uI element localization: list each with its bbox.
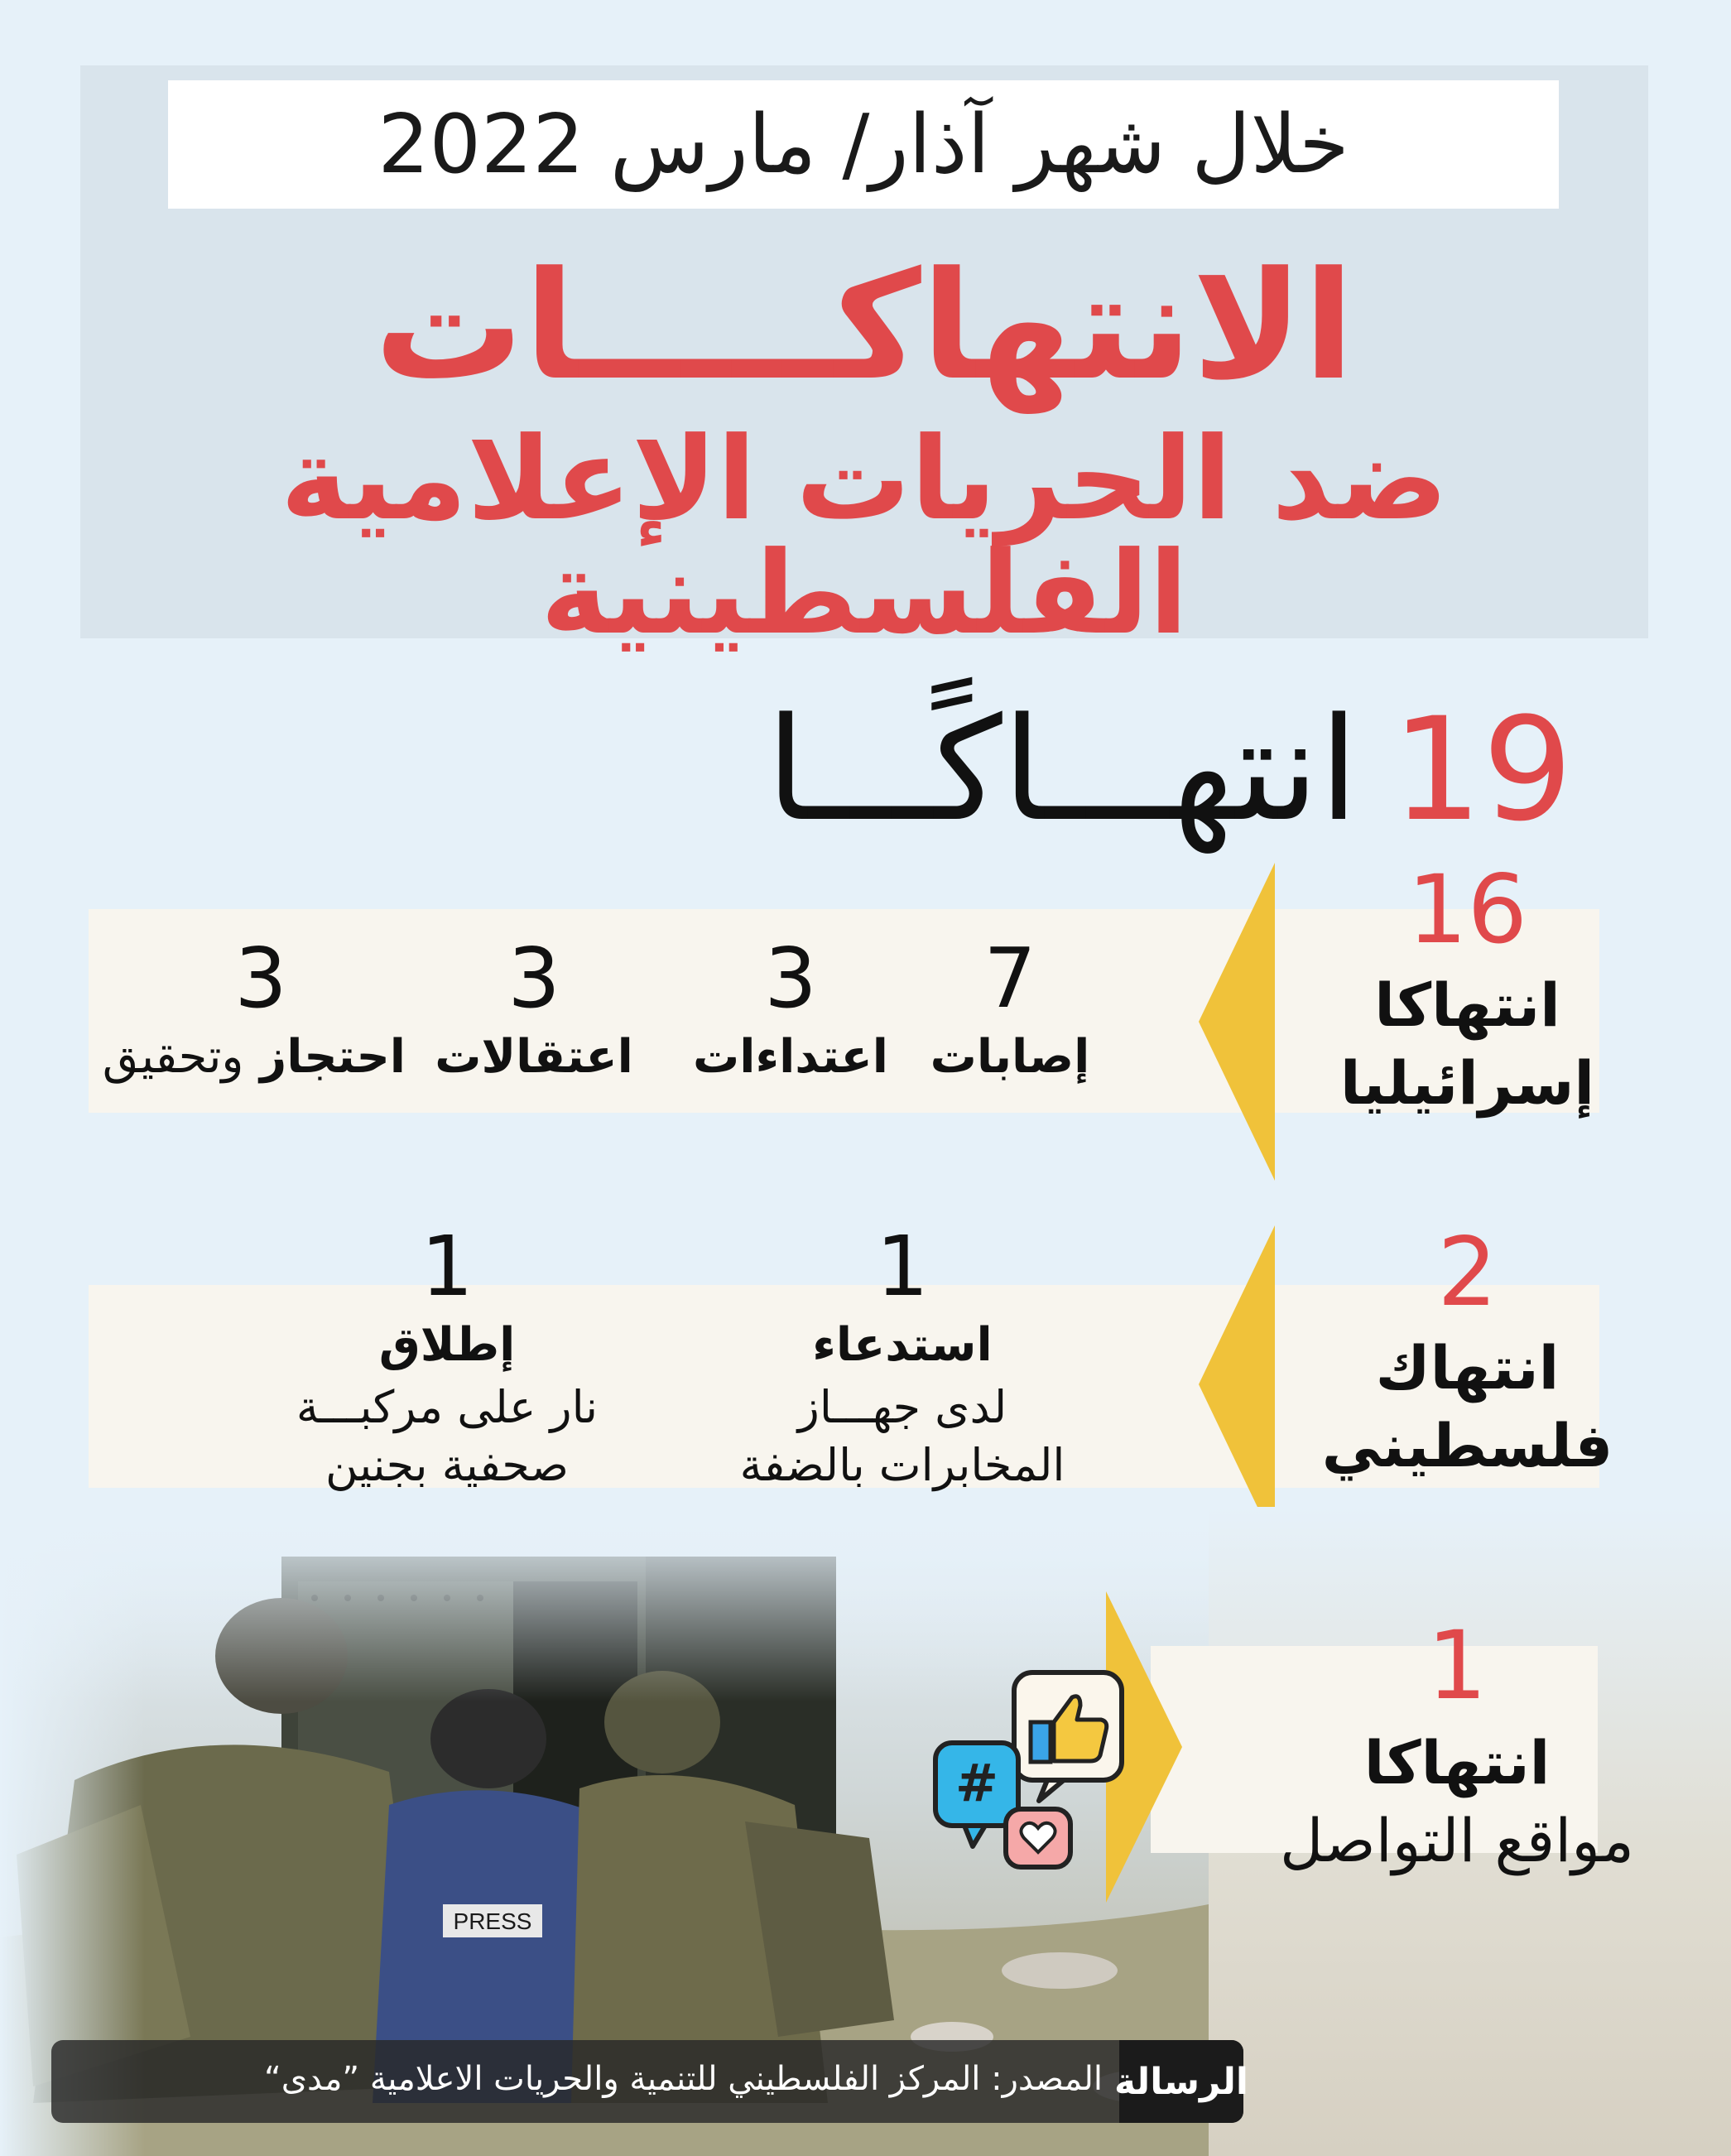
category-label-line1: انتهاكا	[1363, 1728, 1551, 1797]
category-count: 1	[1426, 1610, 1488, 1720]
stat-summons	[720, 1218, 1084, 1494]
stat-desc-line2: صحفية بجنين	[325, 1439, 570, 1492]
stat-desc-line2: المخابرات بالضفة	[739, 1439, 1065, 1492]
stat-label: استدعاء	[812, 1318, 993, 1372]
stat-value: 3	[234, 930, 287, 1027]
subtitle: ضد الحريات الإعلامية الفلسطينية	[280, 412, 1449, 660]
category-label-line2: مواقع التواصل	[1280, 1805, 1634, 1875]
total-count: 19	[1392, 686, 1573, 853]
stat-label-light: وتحقيق	[102, 1030, 244, 1084]
stat-label-bold: احتجاز	[259, 1030, 406, 1084]
palestinian-category-label	[1279, 1217, 1656, 1485]
stat-desc-line1: نار على مركبـــة	[296, 1381, 599, 1433]
social-media-icons	[931, 1668, 1130, 1875]
category-label-line1: انتهاكا	[1374, 970, 1560, 1040]
category-label-line2: إسرائيليا	[1339, 1047, 1595, 1118]
stat-value: 1	[876, 1218, 929, 1315]
stat-arrests	[430, 930, 637, 1084]
stat-value: 1	[421, 1218, 474, 1315]
category-count: 2	[1437, 1217, 1498, 1327]
main-title: الانتهاكـــــات	[374, 240, 1354, 413]
stat-shooting	[273, 1218, 621, 1494]
stat-assaults	[687, 930, 894, 1084]
footer-bar	[51, 2040, 1248, 2123]
svg-text:#: #	[955, 1753, 998, 1813]
category-label-line2: فلسطيني	[1321, 1410, 1613, 1480]
stat-label: إطلاق	[378, 1318, 516, 1372]
logo-text: الرسالة	[1114, 2060, 1248, 2103]
category-label-line1: انتهاك	[1375, 1333, 1560, 1403]
stat-value: 3	[764, 930, 817, 1027]
israeli-category-label	[1279, 854, 1656, 1122]
social-icons-graphic	[931, 1668, 1130, 1875]
social-category-label	[1225, 1610, 1689, 1879]
stat-value: 7	[983, 930, 1036, 1027]
stat-injuries	[911, 930, 1109, 1084]
stat-label	[102, 1030, 406, 1084]
total-violations	[712, 686, 1573, 853]
total-label: انتهـــاكًـــا	[766, 686, 1359, 853]
publisher-logo	[1114, 2040, 1248, 2123]
date-line: خلال شهر آذار/ مارس 2022	[377, 97, 1349, 192]
category-count: 16	[1406, 854, 1528, 965]
date-banner	[168, 80, 1559, 209]
left-arrow-marker	[1199, 1225, 1275, 1543]
stat-label: إصابات	[930, 1030, 1090, 1084]
source-credit: المصدر: المركز الفلسطيني للتنمية والحريات الاعلامية ”مدى“	[263, 2060, 1103, 2098]
stat-label: اعتداءات	[693, 1030, 888, 1084]
stat-detention	[102, 930, 406, 1084]
stat-desc-line1: لدى جهـــاز	[797, 1381, 1007, 1433]
stat-value: 3	[507, 930, 560, 1027]
stat-label: اعتقالات	[435, 1030, 633, 1084]
left-arrow-marker	[1199, 863, 1275, 1181]
